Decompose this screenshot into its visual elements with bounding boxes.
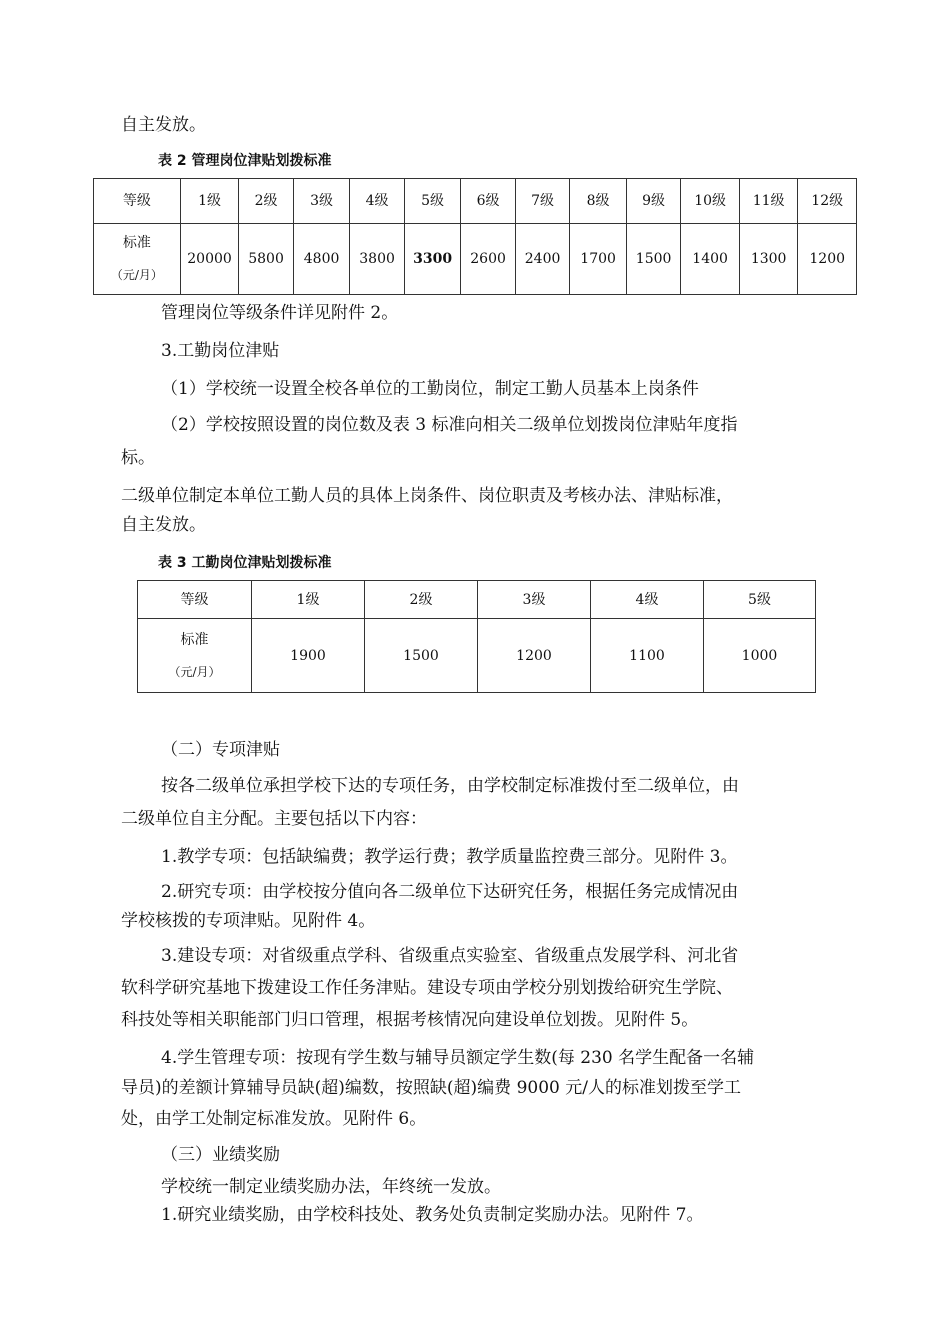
paragraph-s2a: 2.研究专项：由学校按分值向各二级单位下达研究任务，根据任务完成情况由: [161, 882, 739, 902]
table2-grade: 5级: [404, 179, 461, 224]
paragraph-sec3-a: 学校统一制定业绩奖励办法，年终统一发放。: [161, 1177, 501, 1197]
paragraph-3-2b: 标。: [121, 448, 155, 468]
paragraph-mgmt-note: 管理岗位等级条件详见附件 2。: [161, 303, 399, 323]
table2-grade: 2级: [239, 179, 294, 224]
paragraph-s3a: 3.建设专项：对省级重点学科、省级重点实验室、省级重点发展学科、河北省: [161, 946, 739, 966]
table2-grade: 12级: [798, 179, 857, 224]
table2-value: 3300: [404, 224, 461, 295]
table3-grade: 4级: [591, 581, 704, 619]
table2-value: 20000: [180, 224, 239, 295]
paragraph-3-3b: 自主发放。: [121, 515, 206, 535]
paragraph-3-3a: 二级单位制定本单位工勤人员的具体上岗条件、岗位职责及考核办法、津贴标准，: [121, 486, 733, 506]
table2-grade: 6级: [461, 179, 516, 224]
paragraph-sec2-title: （二）专项津贴: [161, 740, 280, 760]
table2-grade: 1级: [180, 179, 239, 224]
paragraph-top: 自主发放。: [121, 115, 206, 135]
table2-grade: 4级: [350, 179, 405, 224]
table3-grade: 1级: [252, 581, 365, 619]
table2-value: 2400: [515, 224, 570, 295]
paragraph-sec2-a: 按各二级单位承担学校下达的专项任务，由学校制定标准拨付至二级单位，由: [161, 776, 739, 796]
table3-row-unit: （元/月）: [168, 664, 221, 679]
table2-header-label: 等级: [94, 179, 181, 224]
table3-header-label: 等级: [138, 581, 252, 619]
table2-grade: 9级: [626, 179, 681, 224]
paragraph-s4a: 4.学生管理专项：按现有学生数与辅导员额定学生数(每 230 名学生配备一名辅: [161, 1048, 755, 1068]
paragraph-sec3-title: （三）业绩奖励: [161, 1145, 280, 1165]
table2-grade: 7级: [515, 179, 570, 224]
paragraph-s3c: 科技处等相关职能部门归口管理，根据考核情况向建设单位划拨。见附件 5。: [121, 1010, 699, 1030]
table2-value: 1700: [570, 224, 627, 295]
paragraph-3-title: 3.工勤岗位津贴: [161, 341, 280, 361]
table3-caption: 表 3 工勤岗位津贴划拨标准: [158, 555, 332, 571]
paragraph-sec2-b: 二级单位自主分配。主要包括以下内容：: [121, 809, 427, 829]
table2-grade: 3级: [293, 179, 350, 224]
table3-value: 1900: [252, 619, 365, 693]
table3-grade: 2级: [365, 581, 478, 619]
table3-row-label-cell: [138, 619, 252, 693]
table2-row-label-cell: [94, 224, 181, 295]
paragraph-s4b: 导员)的差额计算辅导员缺(超)编数，按照缺(超)编费 9000 元/人的标准划拨至学工: [121, 1078, 741, 1098]
table2-grade: 11级: [739, 179, 798, 224]
table3-row-label: 标准: [180, 631, 209, 648]
table2-value: 1200: [798, 224, 857, 295]
table3: [137, 580, 816, 693]
paragraph-3-1: （1）学校统一设置全校各单位的工勤岗位，制定工勤人员基本上岗条件: [161, 379, 699, 399]
table3-value: 1000: [704, 619, 816, 693]
table2: [93, 178, 857, 295]
table2-value: 3800: [350, 224, 405, 295]
table3-header-row: [138, 581, 816, 619]
table3-value-row: [138, 619, 816, 693]
table2-value: 1300: [739, 224, 798, 295]
table2-row-label: 标准: [122, 235, 151, 251]
table2-value: 1400: [681, 224, 740, 295]
paragraph-sec3-b: 1.研究业绩奖励，由学校科技处、教务处负责制定奖励办法。见附件 7。: [161, 1205, 704, 1225]
table3-value: 1500: [365, 619, 478, 693]
paragraph-s4c: 处，由学工处制定标准发放。见附件 6。: [121, 1109, 427, 1129]
paragraph-3-2a: （2）学校按照设置的岗位数及表 3 标准向相关二级单位划拨岗位津贴年度指: [161, 415, 738, 435]
table2-caption: 表 2 管理岗位津贴划拨标准: [158, 153, 332, 169]
table3-value: 1200: [478, 619, 591, 693]
table2-value: 4800: [293, 224, 350, 295]
table2-value: 2600: [461, 224, 516, 295]
table2-value-row: [94, 224, 857, 295]
table2-value: 1500: [626, 224, 681, 295]
table2-row-unit: （元/月）: [110, 268, 163, 282]
table3-value: 1100: [591, 619, 704, 693]
table2-value: 5800: [239, 224, 294, 295]
table2-header-row: [94, 179, 857, 224]
paragraph-s3b: 软科学研究基地下拨建设工作任务津贴。建设专项由学校分别划拨给研究生学院、: [121, 978, 733, 998]
table3-grade: 3级: [478, 581, 591, 619]
table2-grade: 10级: [681, 179, 740, 224]
paragraph-s1: 1.教学专项：包括缺编费；教学运行费；教学质量监控费三部分。见附件 3。: [161, 847, 738, 867]
table2-grade: 8级: [570, 179, 627, 224]
table3-grade: 5级: [704, 581, 816, 619]
paragraph-s2b: 学校核拨的专项津贴。见附件 4。: [121, 911, 376, 931]
